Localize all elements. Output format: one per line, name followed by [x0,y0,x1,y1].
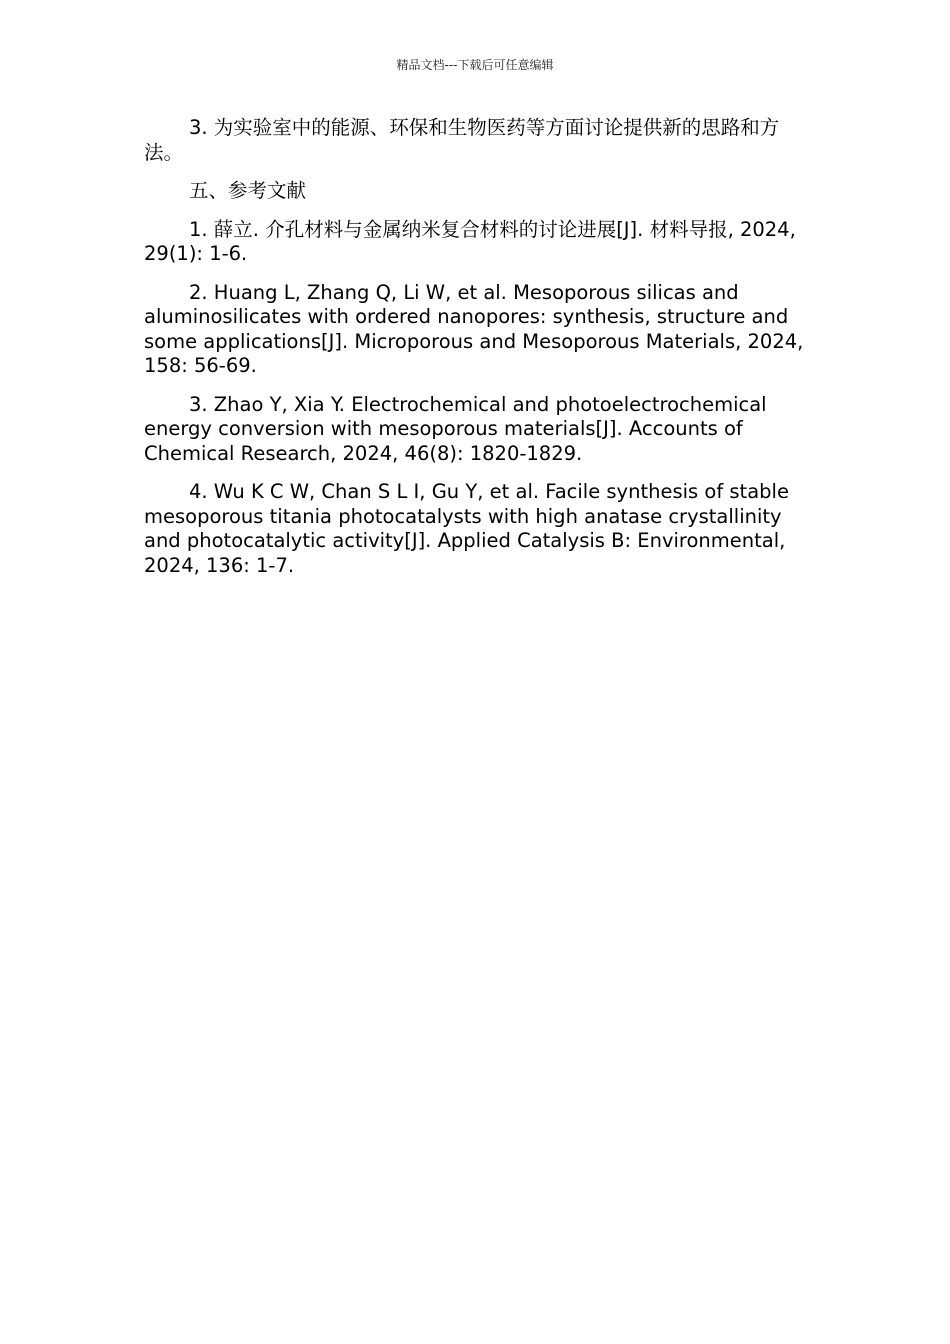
conclusion-item-3: 3. 为实验室中的能源、环保和生物医药等方面讨论提供新的思路和方法。 [144,116,780,164]
page-header: 精品文档---下载后可任意编辑 [396,58,554,72]
reference-2: 2. Huang L, Zhang Q, Li W, et al. Mesoporous silicas and aluminosilicates with ordered nanopores: synthesis, structure and some applications[J]. Microporous and Mesoporous Materials, 2024, 158: 56-69. [144,280,804,377]
reference-1: 1. 薛立. 介孔材料与金属纳米复合材料的讨论进展[J]. 材料导报, 2024, 29(1): 1-6. [144,217,796,265]
references-heading: 五、参考文献 [189,179,307,202]
document-body [144,116,804,592]
reference-3: 3. Zhao Y, Xia Y. Electrochemical and photoelectrochemical energy conversion with mesoporous materials[J]. Accounts of Chemical Research, 2024, 46(8): 1820-1829. [144,392,767,465]
reference-4: 4. Wu K C W, Chan S L I, Gu Y, et al. Facile synthesis of stable mesoporous titania photocatalysts with high anatase crystallinity and photocatalytic activity[J]. Applied Catalysis B: Environmental, 2024, 136: 1-7. [144,480,789,577]
